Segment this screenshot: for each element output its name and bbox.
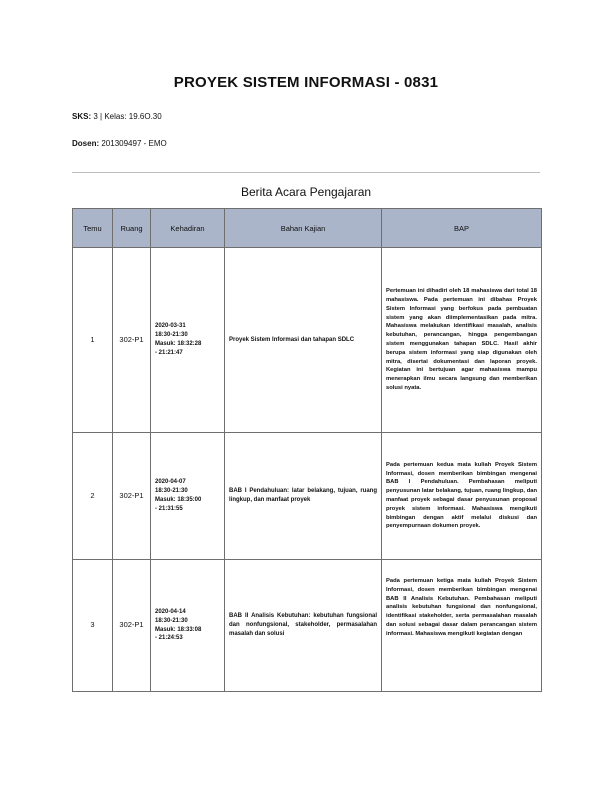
kehadiran-masuk: Masuk: 18:35:00 (155, 497, 202, 503)
sks-label: SKS: (72, 112, 92, 121)
bahan-kajian-cell: BAB II Analisis Kebutuhan: kebutuhan fungsional dan nonfungsional, stakeholder, permasalahan masalah dan solusi (225, 560, 382, 692)
kehadiran-date: 2020-03-31 (155, 323, 186, 330)
table-header-row (73, 209, 542, 248)
kehadiran-time: 18:30-21:30 (155, 488, 188, 495)
dosen-value: 201309497 - EMO (101, 139, 167, 148)
document-title: PROYEK SISTEM INFORMASI - 0831 (173, 74, 439, 91)
table-row (73, 248, 542, 433)
bahan-kajian-cell: BAB I Pendahuluan: latar belakang, tujuan, ruang lingkup, dan manfaat proyek (225, 433, 382, 560)
sks-line (72, 112, 162, 121)
kehadiran-cell (151, 560, 225, 692)
kehadiran-keluar: - 21:21:47 (155, 349, 183, 356)
bap-cell (382, 560, 542, 692)
temu-cell: 3 (73, 560, 113, 692)
header-temu: Temu (73, 209, 113, 248)
table-row (73, 560, 542, 692)
kehadiran-cell (151, 433, 225, 560)
header-ruang: Ruang (113, 209, 151, 248)
ruang-cell: 302-P1 (113, 560, 151, 692)
kehadiran-masuk: Masuk: 18:33:08 (155, 626, 202, 633)
ruang-cell: 302-P1 (113, 433, 151, 560)
kehadiran-keluar: - 21:24:53 (155, 635, 183, 642)
kehadiran-time: 18:30-21:30 (155, 617, 188, 624)
ruang-cell: 302-P1 (113, 248, 151, 433)
bap-text: Pada pertemuan ketiga mata kuliah Proyek Sistem Informasi, dosen memberikan bimbingan mengenai BAB II Analisis Kebutuhan. Pembahasan meliputi analisis kebutuhan fungsional dan nonfungsional, identifikasi stakeholder, serta permasalahan masalah dan solusi sebagai dasar dalam perancangan sistem informasi. Mahasiswa mengikuti kegiatan dengan (386, 578, 537, 637)
dosen-label: Dosen: (72, 139, 100, 148)
dosen-line (72, 139, 167, 148)
divider (72, 172, 540, 173)
kehadiran-masuk: Masuk: 18:32:28 (155, 341, 202, 347)
bahan-kajian-cell: Proyek Sistem Informasi dan tahapan SDLC (225, 248, 382, 433)
bap-cell: Pertemuan ini dihadiri oleh 18 mahasiswa dari total 18 mahasiswa. Pada pertemuan ini dibahas Proyek Sistem Informasi yang berfokus pada pembuatan sistem yang akan diimplementasikan pada mitra. Mahasiswa melakukan identifikasi masalah, analisis kebutuhan, perancangan, hingga pengembangan sistem menggunakan tahapan SDLC. Hasil akhir berupa sistem informasi yang siap digunakan oleh mitra, disertai dokumentasi dan laporan proyek. Kegiatan ini bertujuan agar mahasiswa mampu menerapkan ilmu secara langsung dan memberikan solusi nyata. (382, 248, 542, 433)
bap-table (72, 208, 542, 692)
header-bahan-kajian: Bahan Kajian (225, 209, 382, 248)
header-kehadiran: Kehadiran (151, 209, 225, 248)
kehadiran-cell (151, 248, 225, 433)
section-title: Berita Acara Pengajaran (240, 185, 372, 199)
bap-cell: Pada pertemuan kedua mata kuliah Proyek Sistem Informasi, dosen memberikan bimbingan mengenai BAB I Pendahuluan. Pembahasan meliputi penyusunan latar belakang, tujuan, ruang lingkup, dan manfaat proyek sebagai dasar penyusunan proposal proyek sistem informasi. Mahasiswa mengikuti bimbingan dengan aktif melalui diskusi dan penyempurnaan dokumen proyek. (382, 433, 542, 560)
kehadiran-time: 18:30-21:30 (155, 332, 188, 339)
header-bap: BAP (382, 209, 542, 248)
temu-cell: 2 (73, 433, 113, 560)
kehadiran-keluar: - 21:31:55 (155, 505, 183, 512)
temu-cell: 1 (73, 248, 113, 433)
table-row (73, 433, 542, 560)
kehadiran-date: 2020-04-07 (155, 479, 186, 486)
kehadiran-date: 2020-04-14 (155, 608, 186, 615)
sks-value: 3 | Kelas: 19.6O.30 (93, 112, 162, 121)
